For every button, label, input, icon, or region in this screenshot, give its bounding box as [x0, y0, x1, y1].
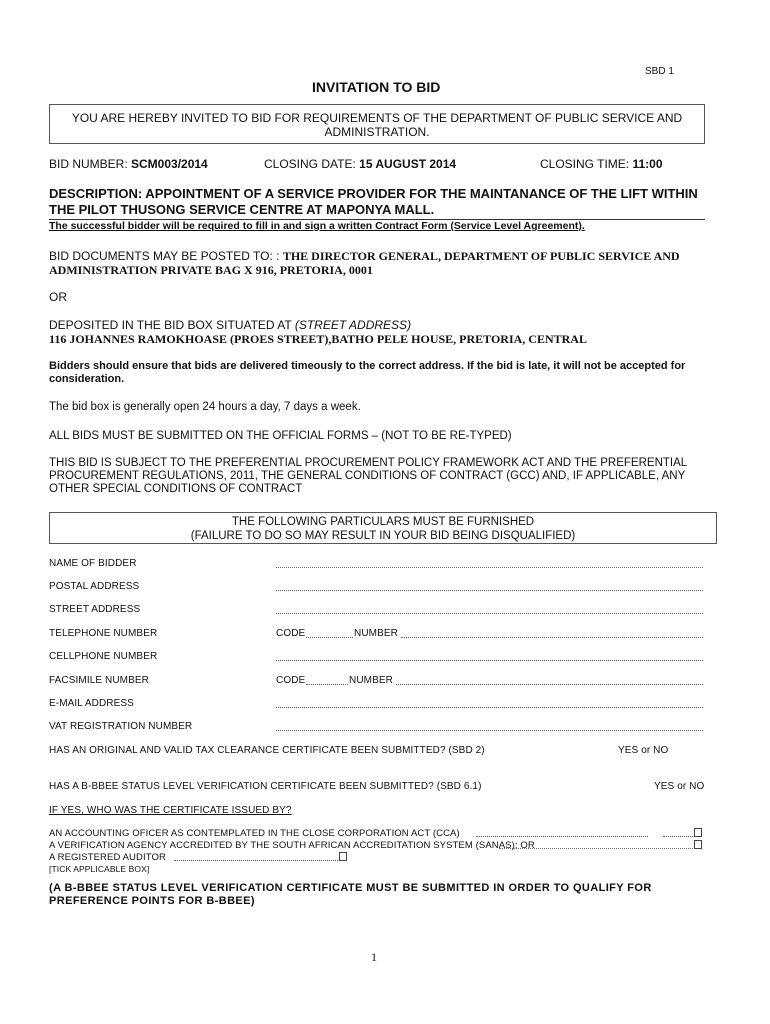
deposited-address: 116 JOHANNES RAMOKHOASE (PROES STREET),BATHO PELE HOUSE, PRETORIA, CENTRAL [49, 332, 587, 346]
vat-registration-field[interactable] [276, 730, 703, 731]
telephone-number-label: TELEPHONE NUMBER [49, 628, 158, 639]
option-auditor-field [174, 860, 338, 861]
facsimile-code-label: CODE [276, 675, 306, 686]
bidders-note: Bidders should ensure that bids are delivered timeously to the correct address. If the bid is late, it will not be accepted for consideration. [49, 360, 686, 385]
option-auditor-checkbox[interactable] [339, 852, 347, 861]
closing-date-value: 15 AUGUST 2014 [359, 157, 457, 171]
bbbee-answer[interactable]: YES or NO [654, 781, 705, 792]
bid-box-open: The bid box is generally open 24 hours a day, 7 days a week. [49, 401, 361, 413]
option-cca-checkbox[interactable] [694, 828, 702, 837]
facsimile-number-label: FACSIMILE NUMBER [49, 675, 149, 686]
closing-date-label: CLOSING DATE: [264, 157, 360, 171]
issued-by-heading: IF YES, WHO WAS THE CERTIFICATE ISSUED BY? [49, 805, 292, 816]
invitation-box [49, 104, 705, 144]
facsimile-number-field[interactable] [396, 684, 703, 685]
tax-clearance-question: HAS AN ORIGINAL AND VALID TAX CLEARANCE CERTIFICATE BEEN SUBMITTED? (SBD 2) [49, 745, 485, 756]
option-cca-label: AN ACCOUNTING OFICER AS CONTEMPLATED IN THE CLOSE CORPORATION ACT (CCA) [49, 828, 460, 839]
official-forms: ALL BIDS MUST BE SUBMITTED ON THE OFFICIAL FORMS – (NOT TO BE RE-TYPED) [49, 430, 512, 442]
tax-clearance-answer[interactable]: YES or NO [618, 745, 669, 756]
facsimile-number-sub-label: NUMBER [349, 675, 393, 686]
posted-label: BID DOCUMENTS MAY BE POSTED TO: : [49, 249, 283, 263]
postal-address-field[interactable] [276, 590, 703, 591]
option-cca-check-line [663, 836, 693, 837]
form-code: SBD 1 [645, 66, 674, 77]
closing-time-value: 11:00 [632, 157, 663, 171]
bid-number [49, 157, 208, 171]
name-of-bidder-field[interactable] [276, 567, 703, 568]
telephone-number-sub-label: NUMBER [354, 628, 398, 639]
facsimile-code-field[interactable] [306, 684, 348, 685]
closing-time [540, 157, 663, 171]
telephone-code-label: CODE [276, 628, 306, 639]
contract-note: The successful bidder will be required to fill in and sign a written Contract Form (Service Level Agreement). [49, 220, 585, 232]
bid-number-label: BID NUMBER: [49, 157, 132, 171]
description: DESCRIPTION: APPOINTMENT OF A SERVICE PROVIDER FOR THE MAINTANANCE OF THE LIFT WITHIN THE PILOT THUSONG SERVICE CENTRE AT MAPONYA MALL. [49, 186, 698, 217]
or-text: OR [49, 290, 67, 304]
posted-address: THE DIRECTOR GENERAL, DEPARTMENT OF PUBLIC SERVICE AND ADMINISTRATION PRIVATE BAG X 916, PRETORIA, 0001 [49, 249, 680, 277]
email-address-label: E-MAIL ADDRESS [49, 698, 134, 709]
deposited-label-text: DEPOSITED IN THE BID BOX SITUATED AT [49, 318, 295, 332]
closing-date [264, 157, 456, 171]
closing-time-label: CLOSING TIME: [540, 157, 633, 171]
particulars-box [49, 512, 717, 544]
telephone-code-field[interactable] [306, 637, 353, 638]
option-sanas-checkbox[interactable] [694, 840, 702, 849]
telephone-number-field[interactable] [401, 637, 703, 638]
page-number: 1 [371, 950, 377, 964]
postal-address-label: POSTAL ADDRESS [49, 581, 140, 592]
option-auditor-label: A REGISTERED AUDITOR [49, 852, 166, 863]
vat-registration-label: VAT REGISTRATION NUMBER [49, 721, 193, 732]
bbbee-notice: (A B-BBEE STATUS LEVEL VERIFICATION CERTIFICATE MUST BE SUBMITTED IN ORDER TO QUALIFY FOR PREFERENCE POINTS FOR B-BBEE) [49, 882, 652, 907]
option-sanas-field [499, 848, 693, 849]
option-cca-field [476, 836, 648, 837]
street-address-field[interactable] [276, 613, 703, 614]
posted-to [49, 249, 719, 277]
name-of-bidder-label: NAME OF BIDDER [49, 558, 137, 569]
page-title: INVITATION TO BID [312, 79, 441, 95]
deposited-label-italic: (STREET ADDRESS) [294, 318, 412, 332]
bid-number-value: SCM003/2014 [131, 157, 208, 171]
bbbee-question: HAS A B-BBEE STATUS LEVEL VERIFICATION CERTIFICATE BEEN SUBMITTED? (SBD 6.1) [49, 781, 482, 792]
cellphone-number-label: CELLPHONE NUMBER [49, 651, 158, 662]
particulars-line2: (FAILURE TO DO SO MAY RESULT IN YOUR BID BEING DISQUALIFIED) [190, 530, 576, 542]
option-sanas-label: A VERIFICATION AGENCY ACCREDITED BY THE SOUTH AFRICAN ACCREDITATION SYSTEM (SANAS); OR [49, 840, 535, 851]
deposited-label [49, 318, 411, 332]
cellphone-number-field[interactable] [276, 660, 703, 661]
subject-to: THIS BID IS SUBJECT TO THE PREFERENTIAL PROCUREMENT POLICY FRAMEWORK ACT AND THE PREFERENTIAL PROCUREMENT REGULATIONS, 2011, THE GENERAL CONDITIONS OF CONTRACT (GCC) AND, IF APPLICABLE, ANY OTHER SPECIAL CONDITIONS OF CONTRACT [49, 457, 687, 495]
particulars-line1: THE FOLLOWING PARTICULARS MUST BE FURNISHED [231, 516, 535, 528]
email-address-field[interactable] [276, 707, 703, 708]
invitation-text: YOU ARE HEREBY INVITED TO BID FOR REQUIREMENTS OF THE DEPARTMENT OF PUBLIC SERVICE AND ADMINISTRATION. [71, 111, 683, 139]
tick-applicable-note: [TICK APPLICABLE BOX] [49, 864, 150, 874]
street-address-label: STREET ADDRESS [49, 604, 141, 615]
